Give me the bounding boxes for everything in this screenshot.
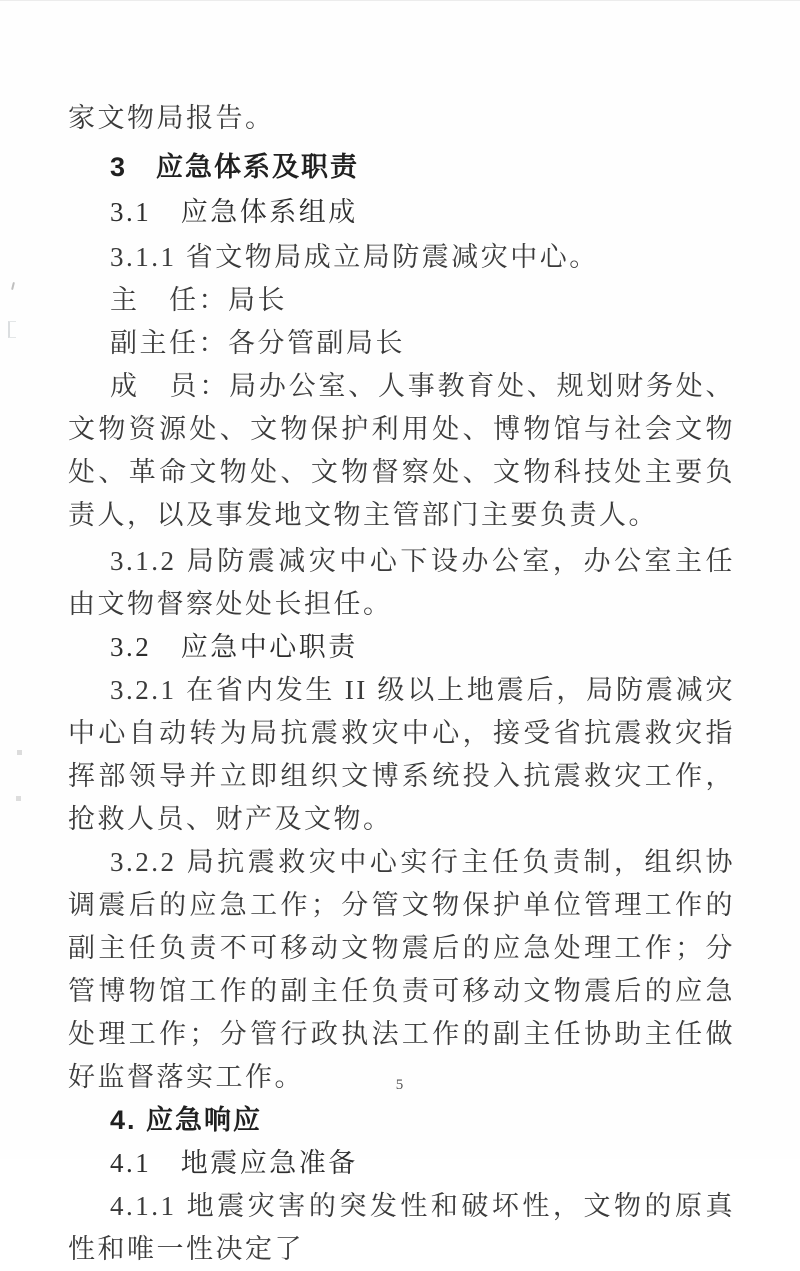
section-heading-4: 4. 应急响应 — [110, 1105, 263, 1135]
subsection-heading-3-2: 3.2 应急中心职责 — [110, 632, 358, 662]
paragraph-4-1-1: 4.1.1 地震灾害的突发性和破坏性，文物的原真性和唯一性决定了 — [68, 1191, 735, 1264]
scan-artifact-tick — [11, 282, 15, 290]
role-line-director: 主 任：局长 — [110, 285, 287, 315]
role-line-deputy-directors: 副主任：各分管副局长 — [110, 328, 405, 358]
paragraph-continuation: 家文物局报告。 — [68, 103, 275, 133]
section-heading-3: 3 应急体系及职责 — [110, 152, 360, 182]
role-line-members: 成 员：局办公室、人事教育处、规划财务处、文物资源处、文物保护利用处、博物馆与社会文物处、革命文物处、文物督察处、文物科技处主要负责人，以及事发地文物主管部门主要负责人。 — [68, 371, 735, 530]
scan-artifact-dot — [16, 796, 21, 801]
paragraph-3-1-2: 3.1.2 局防震减灾中心下设办公室，办公室主任由文物督察处处长担任。 — [68, 546, 735, 619]
scan-artifact-dot — [17, 750, 22, 755]
subsection-heading-3-1: 3.1 应急体系组成 — [110, 197, 358, 227]
paragraph-3-1-1: 3.1.1 省文物局成立局防震减灾中心。 — [110, 242, 599, 272]
page-number: 5 — [395, 1077, 405, 1093]
subsection-heading-4-1: 4.1 地震应急准备 — [110, 1148, 358, 1178]
paragraph-3-2-2: 3.2.2 局抗震救灾中心实行主任负责制，组织协调震后的应急工作；分管文物保护单位管理工作的副主任负责不可移动文物震后的应急处理工作；分管博物馆工作的副主任负责可移动文物震后的应急处理工作；分管行政执法工作的副主任协助主任做好监督落实工作。 — [68, 847, 735, 1092]
scan-artifact-bracket — [8, 321, 16, 338]
paragraph-3-2-1: 3.2.1 在省内发生 II 级以上地震后，局防震减灾中心自动转为局抗震救灾中心，接受省抗震救灾指挥部领导并立即组织文博系统投入抗震救灾工作，抢救人员、财产及文物。 — [68, 675, 735, 834]
